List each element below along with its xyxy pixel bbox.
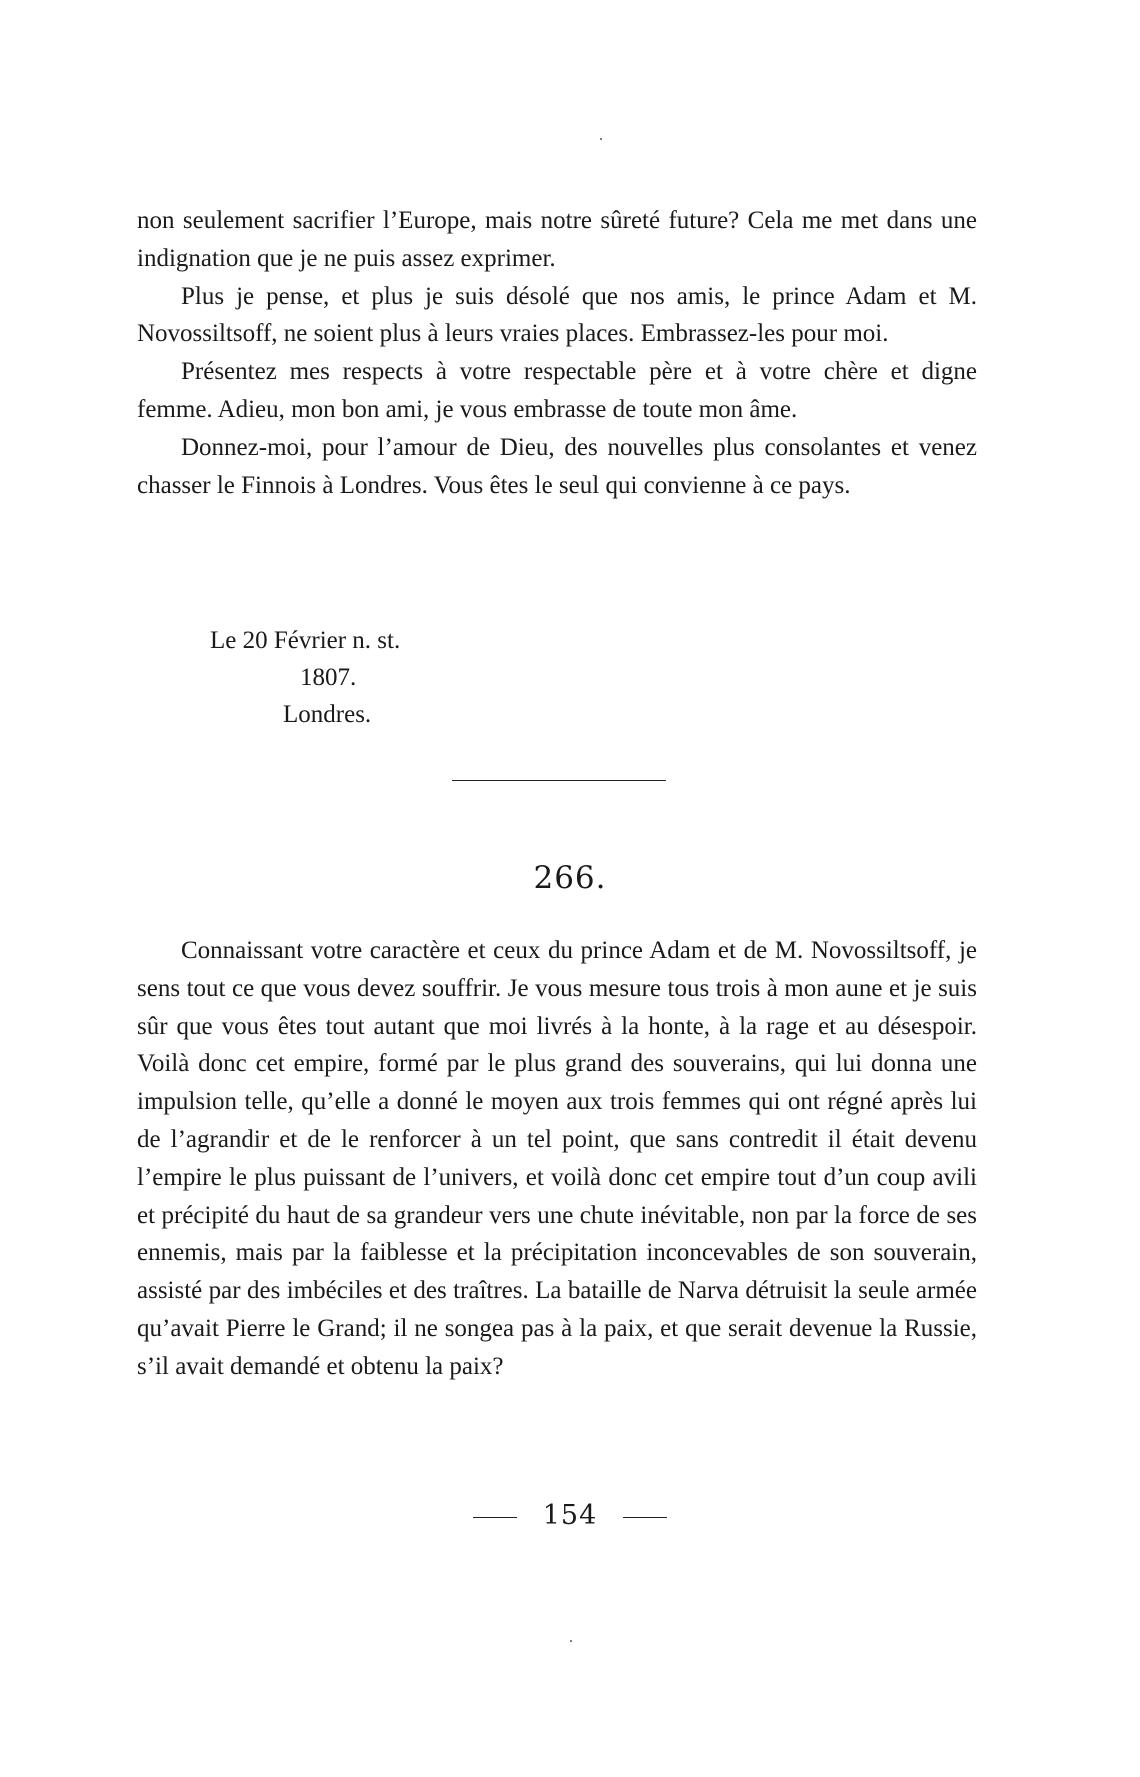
signature-year: 1807. [300, 664, 357, 691]
page-number-dash-right [623, 1517, 667, 1518]
letter-265-paragraph: Donnez-moi, pour l’amour de Dieu, des nouvelles plus consolantes et venez chasser le Finnois à Londres. Vous êtes le seul qui convienne à ce pays. [137, 433, 977, 499]
letter-266-paragraph: Connaissant votre caractère et ceux du prince Adam et de M. Novossiltsoff, je sens tout ce que vous devez souffrir. Je vous mesure tous trois à mon aune et je suis sûr que vous êtes tout autant que moi livrés à la honte, à la rage et au désespoir. Voilà donc cet empire, formé par le plus grand des souverains, qui lui donna une impulsion telle, qu’elle a donné le moyen aux trois femmes qui ont régné après lui de l’agrandir et de le renforcer à un tel point, que sans contredit il était devenu l’empire le plus puissant de l’univers, et voilà donc cet empire tout d’un coup avili et précipité du haut de sa grandeur vers une chute inévitable, non par la force de ses ennemis, mais par la faiblesse et la précipitation inconcevables de son souverain, assisté par des imbéciles et des traîtres. La bataille de Narva détruisit la seule armée qu’avait Pierre le Grand; il ne songea pas à la paix, et que serait devenue la Russie, s’il avait demandé et obtenu la paix? [137, 937, 977, 1380]
letter-265-paragraph: non seulement sacrifier l’Europe, mais notre sûreté future? Cela me met dans une indignation que je ne puis assez exprimer. [137, 207, 977, 272]
letter-265-body [137, 202, 977, 504]
page-number-dash-left [473, 1517, 517, 1518]
letter-265-paragraph: Présentez mes respects à votre respectable père et à votre chère et digne femme. Adieu, mon bon ami, je vous embrasse de toute mon âme. [137, 358, 977, 423]
section-divider [452, 780, 666, 781]
page-number-value: 154 [542, 1500, 598, 1531]
signature-place: Londres. [283, 701, 372, 728]
letter-266-body [137, 932, 977, 1386]
print-speck [570, 1640, 572, 1642]
letter-number-heading: 266. [533, 860, 607, 896]
signature-date: Le 20 Février n. st. [210, 627, 401, 654]
page-number [0, 1500, 1140, 1531]
print-speck [600, 138, 602, 140]
letter-265-paragraph: Plus je pense, et plus je suis désolé que nos amis, le prince Adam et M. Novossiltsoff, ne soient plus à leurs vraies places. Embrassez-les pour moi. [137, 282, 977, 348]
